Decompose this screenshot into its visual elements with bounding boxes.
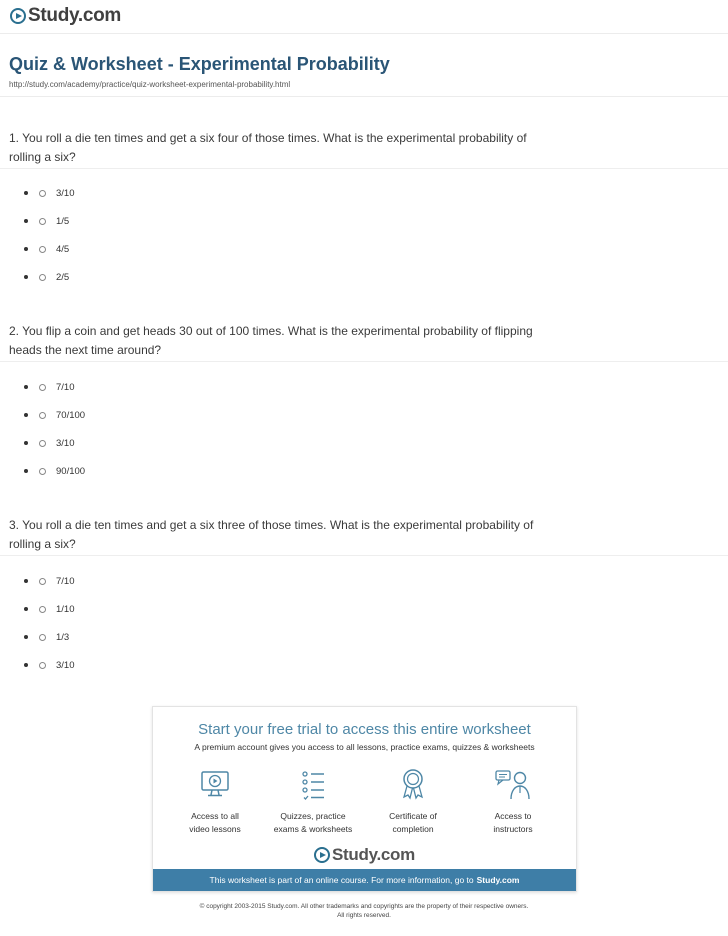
promo-bar-link[interactable]: Study.com <box>476 875 520 885</box>
question-text-line: rolling a six? <box>9 537 76 551</box>
bullet-icon <box>24 385 28 389</box>
answer-option[interactable] <box>24 185 75 201</box>
feature-instructors <box>463 767 563 836</box>
feature-label-line: Access to all <box>191 811 239 821</box>
answer-option[interactable] <box>24 629 69 645</box>
option-label: 7/10 <box>56 575 75 587</box>
option-label: 4/5 <box>56 243 70 255</box>
feature-quizzes <box>263 767 363 836</box>
bullet-icon <box>24 469 28 473</box>
question-text-line: 2. You flip a coin and get heads 30 out of 100 times. What is the experimental probability of flipping <box>9 324 533 338</box>
radio-button-icon[interactable] <box>39 218 46 225</box>
radio-button-icon[interactable] <box>39 384 46 391</box>
feature-video-lessons <box>165 767 265 836</box>
option-label: 3/10 <box>56 659 75 671</box>
question-divider <box>0 361 728 362</box>
option-label: 1/10 <box>56 603 75 615</box>
certificate-ribbon-icon <box>396 767 430 801</box>
feature-label-line: exams & worksheets <box>273 824 353 834</box>
option-label: 90/100 <box>56 465 86 477</box>
promo-title: Start your free trial to access this entire worksheet <box>198 721 531 738</box>
answer-option[interactable] <box>24 269 69 285</box>
radio-button-icon[interactable] <box>39 412 46 419</box>
bullet-icon <box>24 413 28 417</box>
promo-logo-text: Study.com <box>332 845 415 864</box>
option-label: 1/3 <box>56 631 70 643</box>
question-text-line: heads the next time around? <box>9 343 162 357</box>
question-1 <box>9 129 589 167</box>
page-title: Quiz & Worksheet - Experimental Probability <box>9 54 390 74</box>
promo-logo[interactable] <box>153 845 576 865</box>
instructor-chat-icon <box>494 767 532 801</box>
option-label: 1/5 <box>56 215 70 227</box>
feature-label-line: Certificate of <box>389 811 437 821</box>
answer-option[interactable] <box>24 379 75 395</box>
option-label: 70/100 <box>56 409 86 421</box>
promo-info-bar <box>153 869 576 891</box>
checklist-icon <box>296 767 330 801</box>
feature-label-line: completion <box>392 824 434 834</box>
answer-option[interactable] <box>24 435 75 451</box>
promo-subtitle: A premium account gives you access to all lessons, practice exams, quizzes & worksheets <box>194 742 535 752</box>
radio-button-icon[interactable] <box>39 246 46 253</box>
answer-option[interactable] <box>24 463 85 479</box>
title-divider <box>0 96 728 97</box>
feature-label-line: instructors <box>493 824 533 834</box>
play-circle-icon <box>314 847 330 863</box>
option-label: 3/10 <box>56 437 75 449</box>
bullet-icon <box>24 275 28 279</box>
feature-label-line: video lessons <box>189 824 241 834</box>
feature-certificate <box>363 767 463 836</box>
option-label: 2/5 <box>56 271 70 283</box>
answer-option[interactable] <box>24 601 75 617</box>
feature-label-line: Access to <box>494 811 532 821</box>
option-label: 3/10 <box>56 187 75 199</box>
option-label: 7/10 <box>56 381 75 393</box>
radio-button-icon[interactable] <box>39 440 46 447</box>
answer-option[interactable] <box>24 407 85 423</box>
answer-option[interactable] <box>24 213 69 229</box>
bullet-icon <box>24 663 28 667</box>
question-text-line: rolling a six? <box>9 150 76 164</box>
copyright-notice <box>0 902 728 920</box>
copyright-line: All rights reserved. <box>337 912 391 919</box>
question-3 <box>9 516 589 554</box>
answer-option[interactable] <box>24 657 75 673</box>
bullet-icon <box>24 607 28 611</box>
radio-button-icon[interactable] <box>39 274 46 281</box>
bullet-icon <box>24 579 28 583</box>
radio-button-icon[interactable] <box>39 468 46 475</box>
question-divider <box>0 555 728 556</box>
video-monitor-icon <box>198 767 232 801</box>
bullet-icon <box>24 441 28 445</box>
play-circle-icon <box>10 8 26 24</box>
header-divider <box>0 33 728 34</box>
bullet-icon <box>24 635 28 639</box>
question-text-line: 3. You roll a die ten times and get a six three of those times. What is the experimental probability of <box>9 518 534 532</box>
bullet-icon <box>24 247 28 251</box>
logo-text: Study.com <box>28 5 122 26</box>
question-divider <box>0 168 728 169</box>
question-text-line: 1. You roll a die ten times and get a six four of those times. What is the experimental probability of <box>9 131 527 145</box>
feature-label-line: Quizzes, practice <box>280 811 346 821</box>
answer-option[interactable] <box>24 573 75 589</box>
radio-button-icon[interactable] <box>39 578 46 585</box>
question-2 <box>9 322 589 360</box>
promo-bar-text: This worksheet is part of an online course. For more information, go to <box>209 875 474 885</box>
bullet-icon <box>24 219 28 223</box>
premium-promo-box[interactable] <box>152 706 577 892</box>
site-logo[interactable] <box>10 5 121 27</box>
radio-button-icon[interactable] <box>39 190 46 197</box>
radio-button-icon[interactable] <box>39 662 46 669</box>
answer-option[interactable] <box>24 241 69 257</box>
copyright-line: © copyright 2003-2015 Study.com. All other trademarks and copyrights are the property of their respective owners. <box>199 903 529 910</box>
bullet-icon <box>24 191 28 195</box>
radio-button-icon[interactable] <box>39 634 46 641</box>
page-url: http://study.com/academy/practice/quiz-worksheet-experimental-probability.html <box>9 80 291 89</box>
radio-button-icon[interactable] <box>39 606 46 613</box>
